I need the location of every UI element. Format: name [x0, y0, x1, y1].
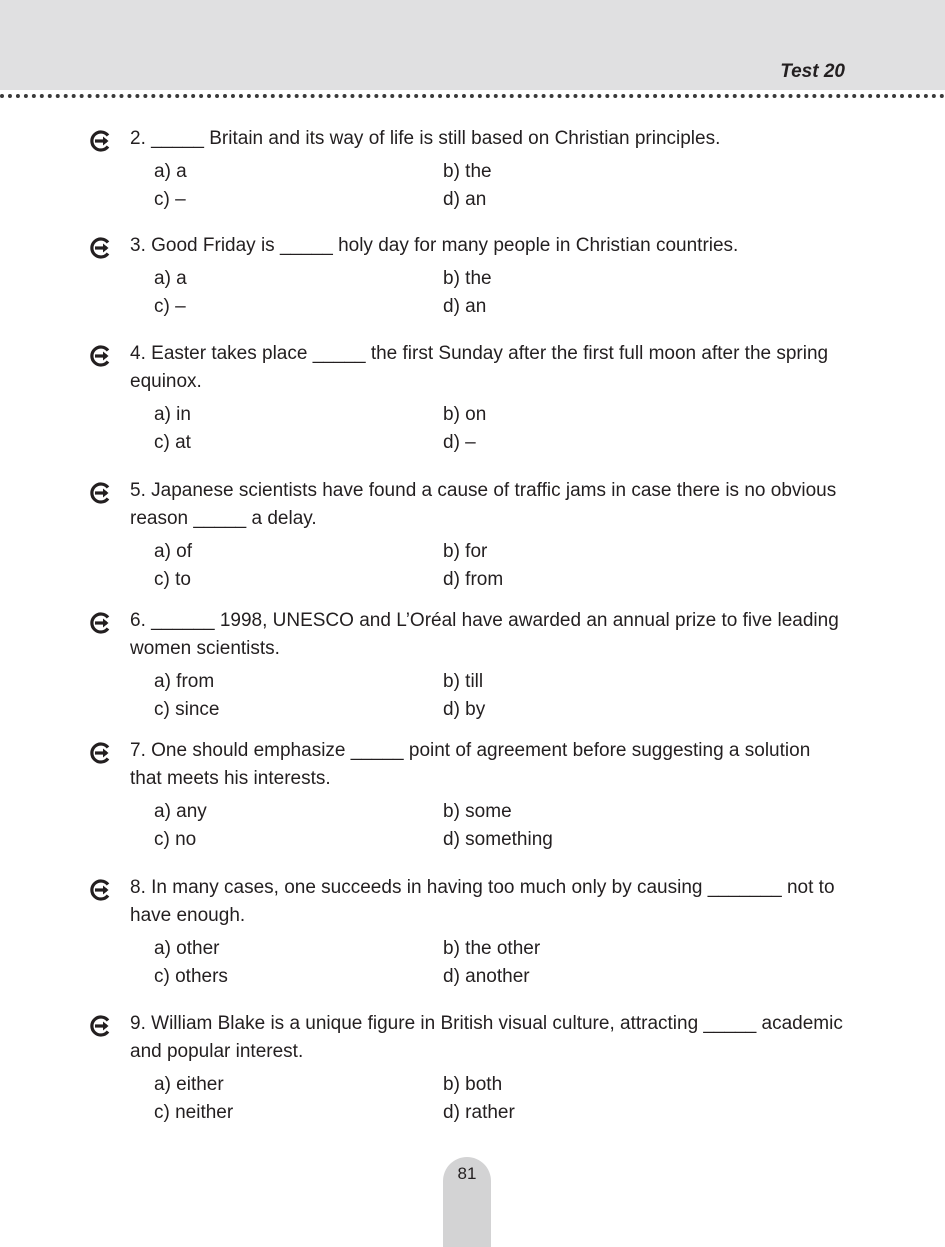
question-body: Easter takes place _____ the first Sunday after the first full moon after the spring equinox. — [130, 343, 829, 392]
answer-options — [154, 1071, 844, 1127]
circled-arrow-icon — [90, 237, 112, 259]
circled-arrow-icon — [90, 482, 112, 504]
question-number: 6. — [130, 610, 146, 631]
answer-options — [154, 935, 844, 991]
option-a[interactable]: a) either — [154, 1074, 224, 1095]
question-item — [90, 232, 850, 340]
option-a[interactable]: a) other — [154, 938, 220, 959]
question-number: 2. — [130, 128, 146, 149]
question-body: ______ 1998, UNESCO and L’Oréal have awarded an annual prize to five leading women scientists. — [130, 610, 839, 659]
option-c[interactable]: c) neither — [154, 1102, 234, 1123]
question-text — [130, 477, 845, 533]
page-number: 81 — [457, 1164, 477, 1183]
option-c[interactable]: c) no — [154, 829, 197, 850]
circled-arrow-icon — [90, 742, 112, 764]
option-d[interactable]: d) by — [443, 699, 486, 720]
circled-arrow-icon — [90, 1015, 112, 1037]
question-number: 4. — [130, 343, 146, 364]
option-a[interactable]: a) a — [154, 268, 187, 289]
question-number: 5. — [130, 480, 146, 501]
question-body: Good Friday is _____ holy day for many people in Christian countries. — [151, 235, 739, 256]
option-b[interactable]: b) some — [443, 801, 512, 822]
option-d[interactable]: d) rather — [443, 1102, 515, 1123]
option-d[interactable]: d) an — [443, 296, 487, 317]
question-item — [90, 477, 850, 607]
answer-options — [154, 798, 844, 854]
option-d[interactable]: d) something — [443, 829, 553, 850]
question-body: One should emphasize _____ point of agreement before suggesting a solution that meets his interests. — [130, 740, 811, 789]
option-c[interactable]: c) since — [154, 699, 220, 720]
option-b[interactable]: b) the other — [443, 938, 541, 959]
option-b[interactable]: b) the — [443, 268, 492, 289]
question-number: 9. — [130, 1013, 146, 1034]
question-number: 7. — [130, 740, 146, 761]
circled-arrow-icon — [90, 879, 112, 901]
option-b[interactable]: b) for — [443, 541, 488, 562]
option-b[interactable]: b) the — [443, 161, 492, 182]
option-a[interactable]: a) a — [154, 161, 187, 182]
question-list — [90, 125, 850, 1140]
question-item — [90, 1010, 850, 1140]
question-number: 3. — [130, 235, 146, 256]
circled-arrow-icon — [90, 345, 112, 367]
circled-arrow-icon — [90, 130, 112, 152]
option-c[interactable]: c) – — [154, 189, 186, 210]
circled-arrow-icon — [90, 612, 112, 634]
answer-options — [154, 158, 844, 214]
question-text — [130, 340, 845, 396]
question-body: _____ Britain and its way of life is still based on Christian principles. — [151, 128, 721, 149]
question-body: In many cases, one succeeds in having too much only by causing _______ not to have enough. — [130, 877, 835, 926]
option-c[interactable]: c) at — [154, 432, 191, 453]
question-item — [90, 125, 850, 232]
option-a[interactable]: a) in — [154, 404, 191, 425]
question-body: Japanese scientists have found a cause of traffic jams in case there is no obvious reason _____ a delay. — [130, 480, 837, 529]
option-b[interactable]: b) on — [443, 404, 487, 425]
question-text — [130, 232, 845, 260]
option-c[interactable]: c) – — [154, 296, 186, 317]
dotted-rule-divider — [0, 94, 945, 98]
question-item — [90, 737, 850, 874]
option-a[interactable]: a) any — [154, 801, 207, 822]
option-c[interactable]: c) others — [154, 966, 228, 987]
question-text — [130, 125, 845, 153]
question-text — [130, 737, 845, 793]
option-b[interactable]: b) both — [443, 1074, 503, 1095]
option-d[interactable]: d) an — [443, 189, 487, 210]
answer-options — [154, 401, 844, 457]
option-c[interactable]: c) to — [154, 569, 191, 590]
question-number: 8. — [130, 877, 146, 898]
question-body: William Blake is a unique figure in British visual culture, attracting _____ academic and popular interest. — [130, 1013, 843, 1062]
option-b[interactable]: b) till — [443, 671, 484, 692]
answer-options — [154, 538, 844, 594]
answer-options — [154, 265, 844, 321]
test-title: Test 20 — [780, 61, 845, 82]
answer-options — [154, 668, 844, 724]
option-a[interactable]: a) from — [154, 671, 215, 692]
option-d[interactable]: d) – — [443, 432, 476, 453]
question-text — [130, 607, 845, 663]
question-item — [90, 874, 850, 1010]
option-d[interactable]: d) another — [443, 966, 530, 987]
question-item — [90, 607, 850, 737]
question-text — [130, 874, 845, 930]
question-item — [90, 340, 850, 477]
option-a[interactable]: a) of — [154, 541, 193, 562]
question-text — [130, 1010, 845, 1066]
option-d[interactable]: d) from — [443, 569, 504, 590]
